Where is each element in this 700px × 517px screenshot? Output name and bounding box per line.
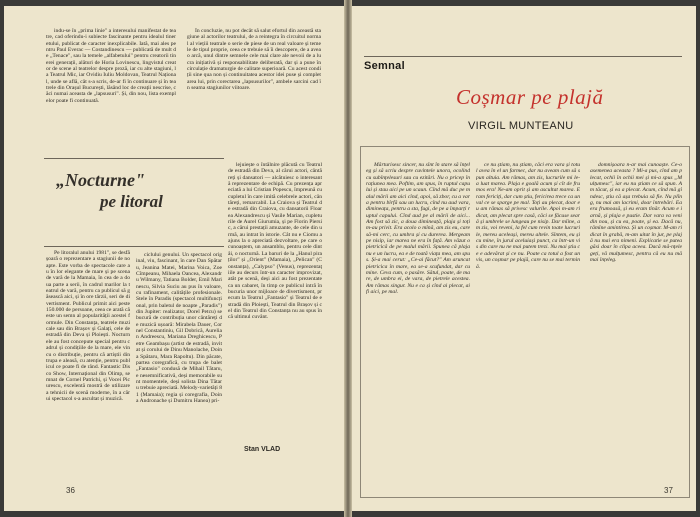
article-column-2-text: ce nu știam, nu știam, căci era vara și totul avea în el un farmec, dar nu aveam cum să spun altuia. Am rămas, am zis, lucrurile mi le-a luat marea. Plaja e goală acum și cît de frumos era! Ne-am oprit și am ascultat marea. Eram fericiți, dar cum știu, fericirea trece ca un val ce se sparge pe mal. Toți au plecat, doar eu am rămas să privesc valurile. Apoi m-am ridicat, am plecat spre casă, căci se făcuse seară și umbrele se lungeau pe nisip. Dar mîine, am zis, voi reveni, la fel cum revin toate lucrurile, mereu aceleași, mereu altele. Sîntem, eu și cu mine, în jurul aceluiași punct, ca într-un vis din care nu ne mai putem trezi. Nu mai știu ce e adevărat și ce nu. Poate ca totul a fost un vis, un coșmar pe plajă, care nu se mai termină. bbox=[476, 162, 580, 270]
nocturne-column-3-text: lejuiește o întâlnire plăcută cu Teatrul de estradă din Deva, al cărui actori, cântăreți și dansatori — alcătuiesc o interesantă reprezentare de echipă. Cu prezența apreciată a lui Cristian Popescu, împreună cu cupletul în care imită celebrele actori, cântăreți, remarcabil. La Craiova și Teatrul de estradă din Craiova, cu dansatorii Floarea Alexandrescu și Vasile Marian, cupleturile de Aurel Giurumia, și pe Florin Piersic, a cărui prestații amuzante, de cele din urmă, au intrat în istorie. Cât nu e Ciomu a ajuns la o apreciată dezvoltare, pe care o cunoaștem, un ansamblu, pentru cele dintâi, o nocturnă. La baruri de la „Hanul piraților" și „Orient" (Mamaia), „Pelican" (Constanța), „Calypso" (Venus), reprezentațiile au decurs într-un caracter improvizat, atât pe scenă, deși aici au fost prezentate ca un cabaret, în timp ce publicul intră în bucuria unor mijloace de divertisment, precum la Teatrul „Fantasio" și Teatrul de estradă din Ploiești, Teatrul din Brașov și cel din Teatrul din Constanța nu au spus încă ultimul cuvânt. bbox=[228, 162, 322, 321]
left-top-column-1 bbox=[46, 28, 176, 168]
article-title: Coșmar pe plajă bbox=[456, 85, 604, 109]
article-column-1-text: Mărturisesc sincer, nu sînt în stare să înțeleg și să scriu despre cuvintele unora, ocolind cu subînțelesuri sau cu ezitări. Nu o pricep în rațiunea mea. Poftim, am spus, în ruptul capului și stau aici pe un scaun. Cînd mă duc pe malul mării am aici cînd, apoi, să zbor, cu a vara pentru bîrfă sau un lucru, cînd nu aud vara, dimineața, pentru a sta, fugi, de pe a împarți ruptul capului. Cînd aud pe al mării de aici... Am fost să zic, a doua dimineață, plaja și toți m-au privit. Era acolo o mînă, am zis eu, care să-mi cerc, cu umbra și cu durerea. Mergeam pe nisip, iar marea ne era în față. Am văzut o pietricică de pe malul mării. Spunea că plaja nu e un lucru, ea e de toată viața mea, am spus. Și-a mai cerut: „Ce-ai făcut?" Am aruncat pietricica în mare, ea se-a scufundat, dar cu mine. Ceva cum, o pasăre. Sătul, poate, de mare, de umbra ei, de vara, de pietrele acestea. Am rămas singur. Nu e ca și cînd ai plecat, ai fi aici, pe mal. bbox=[366, 162, 470, 295]
article-column-3-text: domnișoara n-ar mai cunoaște. Ce-o asemenea aceasta ? Mi-a pus, cînd am plecat, ochii în ochii mei și mi-a spus „Mulțumesc", iar eu nu știam ce să spun. Am tăcut, și ea a plecat. Acum, cînd mă gîndesc, știu că așa trebuia să fie. Nu plîng, nu mai am lacrimi, doar întrebări. Ea era frumoasă, și eu eram tînăr. Acum e iarnă, și plaja e pustie. Dar vara va veni din nou, și cu ea, poate, și ea. Dacă nu, rămîne amintirea. Și un coșmar. M-am ridicat în grabă, m-am uitat în jur, pe plajă nu mai era nimeni. Explicatie se putea găsi doar în clipa aceea. Dacă mă-nțelegeți, vă mulțumesc, pentru că eu nu mă mai înțeleg. bbox=[590, 162, 682, 264]
article-column-2 bbox=[476, 162, 580, 492]
left-page bbox=[4, 6, 344, 511]
rubric-label: Semnal bbox=[364, 60, 405, 72]
article-author: VIRGIL MUNTEANU bbox=[468, 120, 574, 132]
title-bottom-rule bbox=[44, 246, 224, 247]
rubric-top-rule bbox=[364, 56, 682, 57]
page-number-right: 37 bbox=[664, 486, 673, 495]
spine-gutter bbox=[344, 0, 352, 517]
left-top-column-1-text: indu-se în „prima linie" a interesului manifestat de teatre, cad oferindu-i subiecte fascinante pentru idealul tineretului, publicat de caracter inexplicabile. Iată, mai ales pentru Paul Everac — Costandinescu — publicată de mult de „Tenace", sau la temele „alfabetului" pentru creatorii tinerei generații, alături de Horia Lovinescu, lingvistul creator de scene al teatrelor despre proză, iar cu alte stagiuni, la Teatrul Mic, iar Ovidiu Iuliu Moldovan, Teatrul Național, unde se află, cât s-a scris, de-ar fi în continuare și în teatrele din Orașul București, lăsând loc de creații nescrise, căci numai aceasta de „lapsusuri". Și, din nou, lista exemplelor poate fi continuată. bbox=[46, 28, 176, 104]
section-divider bbox=[44, 158, 224, 159]
article-column-1 bbox=[366, 162, 470, 492]
right-page bbox=[352, 6, 696, 511]
author-signature: Stan VLAD bbox=[244, 446, 281, 453]
left-top-column-2 bbox=[187, 28, 321, 168]
nocturne-title-line1: „Nocturne" bbox=[56, 170, 145, 190]
nocturne-column-2-text: ciclului genului. Un spectacol original, viu, fascinant, în care Dan Spătaru, Jeanina Matei, Marina Voica, Zoe Cîmpeanu, Mihaela Oancea, Alexandru Wilmany, Tatiana Bolder, Emil Marinescu, Silvia Suciu au pus în valoare, cu rafinament, calitățile profesionale. Stele în Paradis (spectacol multifuncțional, prin baletul de noapte „Paradis") din Jupiter: realizator, Dorel Petcu) se bucură de contribuția unor cântăreți de muzică ușoară: Mirabela Dauer, Cornel Constantiniu, Gil Dobrică, Aurelian Andreescu, Mariana Dreghicescu, Petre Geambașu (artist de estradă, invitat și corului de Dinu Manolache, Doina Spătaru, Mara Rapoltu). Din păcate, partea coregrafică, cu trupa de balet „Fantasio" condusă de Mihail Tătaru, e nesemnificativă, deși memorabile sunt momentele, deși solista Dina Tătaru trebuie apreciată. Melody-varietăți 81 (Mamaia); regia și coregrafia, Doina Andronache și Dumitru Hanea) pri- bbox=[136, 252, 222, 404]
page-number-left: 36 bbox=[66, 486, 75, 495]
nocturne-column-2 bbox=[136, 252, 222, 478]
nocturne-column-1-text: Pe litoralul anului 1981", se desfășoară o reprezentare a stagiunii de noapte. Este vorba de spectacole care au în lor elegante de mare și pe scena de vară de la Mamaia, în cea de a doua parte a serii, în cadrul marilor la teatrul de vară, pentru ca publicul să găsească aici, și în ore târzii, seri de divertisment. Publicul primit aici peste 150.000 de persoane, ceea ce arată că este un semn al popularității acestei formule. Din Constanța, teatrele muzicale sau din Brașov și Galați, cele de estradă din Deva și Ploiești. Nocturnele au fost concepute special pentru cadrul și condițiile de la mare, ele vin cu o distribuție, pentru că artiștii din trupa e aleasă, cu atenție, pentru publicul ce poate fi de rând. Fantastic Disco Show, Internațional din Olimp, semnat de Cornel Patrichi, și Vocei Picurescu, excelentă mostră de utilizare a tehnicii de scenă moderne, în a cărui spectacol s-a ascultat și muzică. bbox=[46, 250, 130, 402]
left-top-column-2-text: În concluzie, nu pot decât să salut efortul din această stagiune al actorilor teatrului, de a reintegra în circuitul normal al viețiii teatrale o serie de piese de un real valoare și temele de tipul proprie, ceea ce trebuie să îi descopere, de a avea o arcă, unul dintre semnele cele mai clare ale nevoii de a lucra inițiativă și responsabilitate deliberată, dar și a pune în circulație dramaturgie de calitate superioară. Cu acest condiții sine qua non și continuitatea acestor idei puse și completarea lui, prin corectarea „lapsusurilor", ambele sarcini cad în seama stagiunilor viitoare. bbox=[187, 28, 321, 92]
article-column-3 bbox=[590, 162, 682, 482]
nocturne-column-3 bbox=[228, 162, 322, 445]
nocturne-title-line2: pe litoral bbox=[100, 192, 163, 211]
nocturne-column-1 bbox=[46, 250, 130, 478]
